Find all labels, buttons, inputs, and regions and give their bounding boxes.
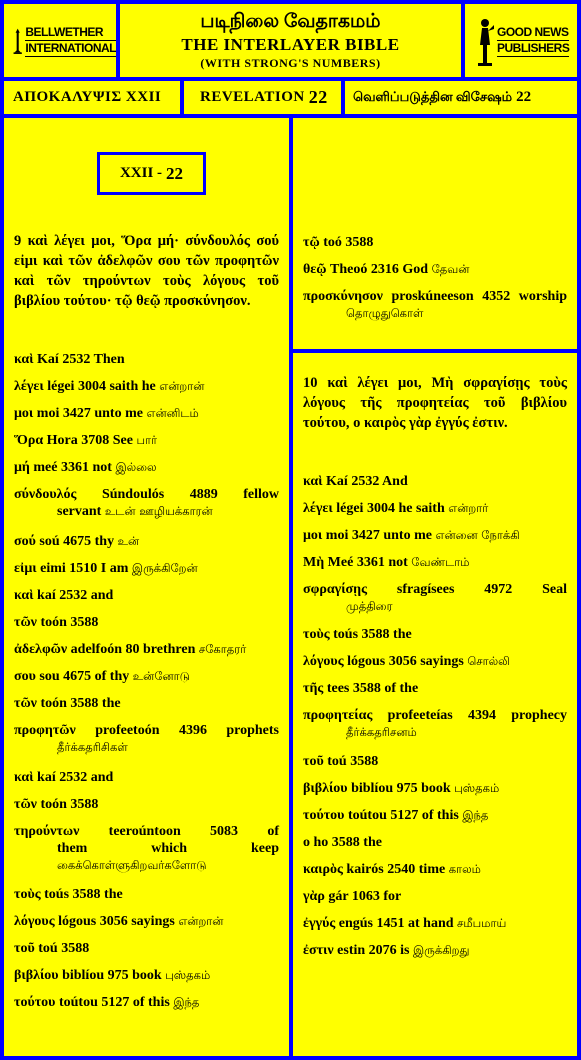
greek-word: μοι bbox=[14, 406, 34, 421]
word-entry bbox=[14, 769, 279, 786]
transliteration: meé bbox=[33, 460, 58, 475]
word-entry bbox=[303, 500, 567, 517]
tamil-gloss: தீர்க்கதரிசனம் bbox=[346, 725, 417, 739]
transliteration: biblíou bbox=[62, 968, 105, 983]
strongs-number: 2532 bbox=[59, 770, 88, 785]
word-entry bbox=[303, 834, 567, 851]
column-right-top bbox=[293, 118, 577, 349]
transliteration: toón bbox=[40, 797, 67, 812]
transliteration: ho bbox=[313, 835, 329, 850]
english-gloss: See bbox=[112, 433, 133, 448]
word-entry bbox=[14, 641, 279, 658]
greek-word: μή bbox=[14, 460, 30, 475]
english-gloss: not bbox=[92, 460, 112, 475]
strongs-number: 2540 bbox=[387, 862, 416, 877]
tamil-gloss: பார் bbox=[136, 433, 158, 447]
english-gloss: prophets bbox=[226, 723, 280, 738]
greek-word: λόγους bbox=[303, 654, 344, 669]
tamil-gloss: காலம் bbox=[448, 862, 481, 876]
tamil-line bbox=[57, 857, 279, 874]
word-entry bbox=[303, 753, 567, 770]
logo-text-1: GOOD NEWS bbox=[497, 24, 569, 39]
greek-word: τηρούντων bbox=[14, 824, 80, 839]
strongs-number: 2316 bbox=[370, 262, 399, 277]
ref-tamil: வெளிப்படுத்தின விசேஷம் 22 bbox=[345, 81, 577, 114]
transliteration: légei bbox=[47, 379, 75, 394]
english-gloss: for bbox=[383, 889, 402, 904]
english-gloss: fellow bbox=[243, 487, 279, 502]
greek-word: βιβλίου bbox=[303, 781, 348, 796]
greek-word: ἐγγύς bbox=[303, 916, 336, 931]
word-continuation bbox=[14, 739, 279, 756]
title-sub: (WITH STRONG'S NUMBERS) bbox=[200, 56, 381, 70]
english-gloss: brethren bbox=[143, 642, 196, 657]
english-gloss: God bbox=[402, 262, 429, 277]
word-entry bbox=[14, 823, 279, 874]
english-gloss: unto me bbox=[94, 406, 143, 421]
english-gloss: book bbox=[132, 968, 162, 983]
strongs-number: 4394 bbox=[467, 708, 496, 723]
greek-word: τῶν bbox=[14, 797, 37, 812]
transliteration: kairós bbox=[346, 862, 384, 877]
strongs-number: 4396 bbox=[178, 723, 207, 738]
greek-word: τοῦ bbox=[303, 754, 324, 769]
strongs-number: 4889 bbox=[189, 487, 218, 502]
greek-word: προφητείας bbox=[303, 708, 373, 723]
word-entry bbox=[303, 680, 567, 697]
column-left bbox=[4, 118, 289, 1056]
greek-word: τῶν bbox=[14, 696, 37, 711]
tamil-gloss: முத்திரை bbox=[346, 599, 393, 613]
verse-9-greek-text: 9 καὶ λέγει μοι, Ὅρα μή· σύνδουλός σού εἰμι καὶ τῶν ἀδελφῶν σου τῶν προφητῶν καὶ τῶν τηρούντων τοὺς λόγους τοῦ βιβλίου τούτου· τῷ θεῷ προσκύνησον. bbox=[14, 233, 279, 309]
tamil-gloss: இருக்கிறது bbox=[413, 943, 470, 957]
transliteration: teeroúntoon bbox=[108, 824, 181, 839]
tamil-gloss: தொழுதுகொள் bbox=[346, 306, 424, 320]
word-entry bbox=[303, 554, 567, 571]
greek-word: τοὺς bbox=[303, 627, 330, 642]
transliteration: sfragísees bbox=[396, 582, 455, 597]
column-right-bottom bbox=[293, 353, 577, 1056]
tamil-gloss: தேவன் bbox=[431, 262, 470, 276]
strongs-number: 3708 bbox=[81, 433, 110, 448]
tamil-gloss: என்றான் bbox=[159, 379, 205, 393]
strongs-number: 5127 bbox=[101, 995, 130, 1010]
english-gloss: Seal bbox=[542, 582, 567, 597]
english-gloss: of this bbox=[132, 995, 170, 1010]
strongs-number: 2532 bbox=[62, 352, 91, 367]
strongs-number: 975 bbox=[396, 781, 418, 796]
word-entry bbox=[303, 288, 567, 322]
greek-word: καὶ bbox=[303, 474, 323, 489]
verse-10-greek-text: 10 καὶ λέγει μοι, Μὴ σφραγίσῃς τοὺς λόγους τῆς προφητείας τοῦ βιβλίου τούτου, ο καιρὸς γὰρ ἐγγύς ἐστιν. bbox=[303, 375, 567, 431]
greek-word: βιβλίου bbox=[14, 968, 59, 983]
transliteration: toú bbox=[38, 941, 58, 956]
word-entry bbox=[14, 486, 279, 520]
verse-label: XXII - 22 bbox=[97, 152, 206, 195]
transliteration: engús bbox=[338, 916, 373, 931]
word-entry bbox=[303, 707, 567, 741]
english-gloss: of this bbox=[421, 808, 459, 823]
english-gloss-cont: them which keep bbox=[57, 841, 279, 856]
word-entry bbox=[303, 807, 567, 824]
strongs-number: 3004 bbox=[366, 501, 395, 516]
strongs-number: 80 bbox=[125, 642, 140, 657]
transliteration: sou bbox=[39, 669, 60, 684]
logo-text-1: BELLWETHER bbox=[25, 25, 116, 41]
tamil-gloss: சமீபமாய் bbox=[457, 916, 507, 930]
english-gloss: the bbox=[363, 835, 382, 850]
strongs-number: 3588 bbox=[361, 627, 390, 642]
tamil-gloss: புஸ்தகம் bbox=[454, 781, 500, 795]
greek-word: καιρὸς bbox=[303, 862, 343, 877]
strongs-number: 1063 bbox=[351, 889, 380, 904]
greek-word: τῷ bbox=[303, 235, 320, 250]
bellwether-logo bbox=[4, 4, 116, 77]
strongs-number: 3427 bbox=[62, 406, 91, 421]
greek-word: προφητῶν bbox=[14, 723, 76, 738]
transliteration: Kaí bbox=[326, 474, 348, 489]
strongs-number: 3588 bbox=[350, 754, 379, 769]
english-gloss: sayings bbox=[131, 914, 175, 929]
transliteration: profeeteías bbox=[387, 708, 453, 723]
strongs-number: 3588 bbox=[352, 681, 381, 696]
tamil-gloss: என்றான் bbox=[178, 914, 224, 928]
word-entry bbox=[14, 614, 279, 631]
word-entry bbox=[14, 459, 279, 476]
greek-word: σφραγίσῃς bbox=[303, 582, 368, 597]
english-gloss: the bbox=[393, 627, 412, 642]
english-gloss: worship bbox=[518, 289, 567, 304]
transliteration: kaí bbox=[37, 588, 56, 603]
english-gloss: of the bbox=[384, 681, 419, 696]
pillar-icon bbox=[12, 15, 23, 67]
tamil-gloss: வேண்டாம் bbox=[411, 555, 470, 569]
english-gloss: and bbox=[90, 770, 114, 785]
greek-word: ἀδελφῶν bbox=[14, 642, 68, 657]
strongs-number: 4675 bbox=[63, 669, 92, 684]
greek-word: λέγει bbox=[303, 501, 333, 516]
transliteration: adelfoón bbox=[70, 642, 123, 657]
word-entry bbox=[303, 653, 567, 670]
english-gloss: prophecy bbox=[511, 708, 567, 723]
transliteration: toón bbox=[40, 696, 67, 711]
transliteration: lógous bbox=[58, 914, 97, 929]
transliteration: moi bbox=[36, 406, 60, 421]
english-gloss: of thy bbox=[94, 669, 130, 684]
tamil-gloss: தீர்க்கதரிசிகள் bbox=[57, 740, 128, 754]
strongs-number: 4675 bbox=[63, 534, 92, 549]
strongs-number: 2532 bbox=[59, 588, 88, 603]
word-entry bbox=[303, 261, 567, 278]
strongs-number: 3588 bbox=[72, 887, 101, 902]
strongs-number: 3588 bbox=[70, 615, 99, 630]
strongs-number: 4972 bbox=[484, 582, 513, 597]
word-entry bbox=[303, 915, 567, 932]
transliteration: eimi bbox=[40, 561, 66, 576]
tamil-gloss: உன்னோடு bbox=[132, 669, 190, 683]
greek-word: καὶ bbox=[14, 770, 34, 785]
greek-word: λέγει bbox=[14, 379, 44, 394]
word-entry bbox=[14, 940, 279, 957]
greek-word: Ὅρα bbox=[14, 433, 44, 448]
greek-word: τούτου bbox=[14, 995, 56, 1010]
word-entry bbox=[14, 913, 279, 930]
word-entry bbox=[14, 587, 279, 604]
strongs-number: 2076 bbox=[368, 943, 397, 958]
strongs-number: 3588 bbox=[61, 941, 90, 956]
transliteration: tees bbox=[326, 681, 350, 696]
tamil-gloss: என்னை நோக்கி bbox=[435, 528, 520, 542]
word-entry bbox=[14, 432, 279, 449]
ref-greek: ΑΠΟΚΑΛΥΨΙΣ XXII bbox=[4, 81, 180, 114]
english-gloss: the bbox=[104, 887, 123, 902]
tamil-gloss: புஸ்தகம் bbox=[165, 968, 211, 982]
strongs-number: 3588 bbox=[331, 835, 360, 850]
word-entry bbox=[303, 527, 567, 544]
greek-word: προσκύνησον bbox=[303, 289, 383, 304]
english-gloss: not bbox=[388, 555, 408, 570]
transliteration: biblíou bbox=[351, 781, 394, 796]
logo-text-2: PUBLISHERS bbox=[497, 40, 570, 55]
english-gloss: the bbox=[101, 696, 121, 711]
english-gloss: unto me bbox=[383, 528, 432, 543]
strongs-number: 3588 bbox=[70, 696, 99, 711]
transliteration: lógous bbox=[347, 654, 386, 669]
word-continuation bbox=[14, 503, 279, 520]
tamil-gloss: என்றார் bbox=[448, 501, 489, 515]
english-gloss: I am bbox=[100, 561, 129, 576]
english-gloss: sayings bbox=[420, 654, 464, 669]
transliteration: toútou bbox=[58, 995, 98, 1010]
greek-word: τῶν bbox=[14, 615, 37, 630]
transliteration: toón bbox=[40, 615, 67, 630]
tamil-gloss: இருக்கிறேன் bbox=[131, 561, 198, 575]
good-news-logo bbox=[465, 4, 577, 77]
tamil-gloss: உடன் ஊழியக்காரன் bbox=[104, 504, 213, 518]
word-entry bbox=[303, 581, 567, 615]
greek-word: καὶ bbox=[14, 352, 34, 367]
greek-word: τοῦ bbox=[14, 941, 35, 956]
transliteration: soú bbox=[39, 534, 60, 549]
transliteration: toú bbox=[327, 754, 347, 769]
trumpet-figure-icon bbox=[473, 15, 495, 67]
greek-word: θεῷ bbox=[303, 262, 327, 277]
word-entry bbox=[14, 405, 279, 422]
strongs-number: 4352 bbox=[482, 289, 511, 304]
word-entry bbox=[14, 378, 279, 395]
word-entry bbox=[303, 942, 567, 959]
english-gloss: thy bbox=[94, 534, 115, 549]
ref-english: REVELATION 22 bbox=[184, 81, 341, 114]
word-continuation bbox=[303, 305, 567, 322]
transliteration: toús bbox=[333, 627, 359, 642]
strongs-number: 5127 bbox=[390, 808, 419, 823]
transliteration: Theoó bbox=[330, 262, 368, 277]
english-gloss: book bbox=[421, 781, 451, 796]
tamil-gloss: உன் bbox=[117, 534, 140, 548]
greek-word: τούτου bbox=[303, 808, 345, 823]
greek-word: μοι bbox=[303, 528, 323, 543]
strongs-number: 3588 bbox=[345, 235, 374, 250]
word-entry bbox=[14, 695, 279, 712]
greek-word: Μὴ bbox=[303, 555, 325, 570]
transliteration: kaí bbox=[37, 770, 56, 785]
transliteration: gár bbox=[328, 889, 349, 904]
page-header bbox=[120, 4, 461, 77]
transliteration: proskúneeson bbox=[391, 289, 474, 304]
english-gloss: saith he bbox=[109, 379, 156, 394]
english-gloss: time bbox=[418, 862, 446, 877]
english-gloss-cont: servant bbox=[57, 504, 102, 519]
english-gloss: he saith bbox=[398, 501, 445, 516]
tamil-gloss: இந்த bbox=[462, 808, 489, 822]
tamil-gloss: இல்லை bbox=[115, 460, 157, 474]
word-entry bbox=[14, 886, 279, 903]
greek-word: τῆς bbox=[303, 681, 324, 696]
transliteration: estin bbox=[337, 943, 366, 958]
transliteration: légei bbox=[336, 501, 364, 516]
tamil-gloss: என்னிடம் bbox=[146, 406, 199, 420]
word-continuation bbox=[303, 598, 567, 615]
english-gloss: at hand bbox=[408, 916, 454, 931]
tamil-gloss: சொல்லி bbox=[467, 654, 510, 668]
word-entry bbox=[303, 234, 567, 251]
strongs-number: 3056 bbox=[388, 654, 417, 669]
word-entry bbox=[303, 626, 567, 643]
strongs-number: 3588 bbox=[70, 797, 99, 812]
english-gloss: Then bbox=[93, 352, 125, 367]
transliteration: toús bbox=[44, 887, 70, 902]
english-gloss: And bbox=[382, 474, 408, 489]
word-entry bbox=[14, 796, 279, 813]
greek-word: σού bbox=[14, 534, 36, 549]
transliteration: Súndoulós bbox=[101, 487, 165, 502]
strongs-number: 3361 bbox=[60, 460, 89, 475]
word-entry bbox=[14, 560, 279, 577]
word-entry bbox=[303, 780, 567, 797]
greek-word: ἐστιν bbox=[303, 943, 334, 958]
transliteration: toútou bbox=[347, 808, 387, 823]
english-gloss: and bbox=[90, 588, 114, 603]
strongs-number: 3004 bbox=[77, 379, 106, 394]
strongs-number: 5083 bbox=[210, 824, 239, 839]
word-entry bbox=[303, 861, 567, 878]
strongs-number: 3361 bbox=[356, 555, 385, 570]
word-entry bbox=[14, 351, 279, 368]
word-entry bbox=[14, 668, 279, 685]
word-entry bbox=[303, 473, 567, 490]
logo-text-2: INTERNATIONAL bbox=[25, 40, 116, 55]
word-entry bbox=[14, 722, 279, 756]
transliteration: toó bbox=[323, 235, 342, 250]
word-entry bbox=[14, 994, 279, 1011]
greek-word: ο bbox=[303, 835, 310, 850]
tamil-gloss: கைக்கொள்ளுகிறவர்களோடு bbox=[57, 858, 207, 872]
greek-word: τοὺς bbox=[14, 887, 41, 902]
transliteration: Hora bbox=[46, 433, 78, 448]
transliteration: Meé bbox=[327, 555, 354, 570]
english-gloss: of bbox=[267, 824, 279, 839]
strongs-number: 1451 bbox=[376, 916, 405, 931]
greek-word: καὶ bbox=[14, 588, 34, 603]
strongs-number: 3056 bbox=[99, 914, 128, 929]
strongs-number: 2532 bbox=[351, 474, 380, 489]
greek-word: λόγους bbox=[14, 914, 55, 929]
greek-word: γὰρ bbox=[303, 889, 325, 904]
word-entry bbox=[14, 533, 279, 550]
transliteration: moi bbox=[325, 528, 349, 543]
english-gloss: is bbox=[400, 943, 410, 958]
word-continuation bbox=[303, 724, 567, 741]
greek-word: σου bbox=[14, 669, 36, 684]
word-continuation bbox=[14, 840, 279, 874]
strongs-number: 1510 bbox=[69, 561, 98, 576]
tamil-gloss: இந்த bbox=[173, 995, 200, 1009]
transliteration: profeetoón bbox=[95, 723, 160, 738]
transliteration: Kaí bbox=[37, 352, 59, 367]
title-main: THE INTERLAYER BIBLE bbox=[181, 35, 400, 54]
greek-word: σύνδουλός bbox=[14, 487, 77, 502]
word-entry bbox=[303, 888, 567, 905]
title-tamil: படிநிலை வேதாகமம் bbox=[200, 11, 381, 32]
tamil-gloss: சகோதரர் bbox=[198, 642, 247, 656]
strongs-number: 975 bbox=[107, 968, 129, 983]
word-entry bbox=[14, 967, 279, 984]
strongs-number: 3427 bbox=[351, 528, 380, 543]
greek-word: εἰμι bbox=[14, 561, 37, 576]
